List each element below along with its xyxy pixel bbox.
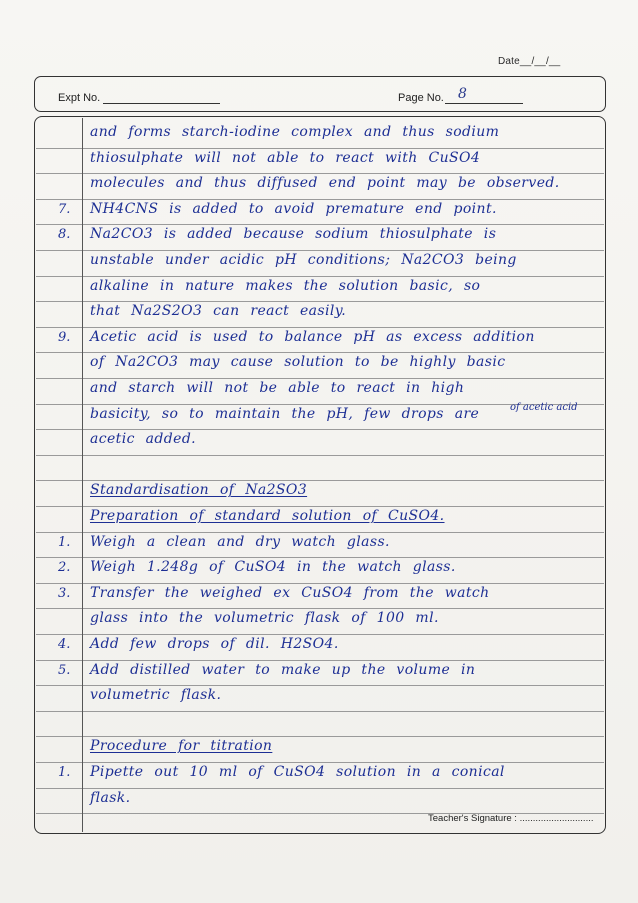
rule-line [36,660,604,661]
rule-line [36,557,604,558]
note-line: of Na2CO3 may cause solution to be highly basic [90,354,506,371]
note-line: molecules and thus diffused end point may be observed. [90,175,560,192]
note-line: flask. [90,789,131,806]
page-no-underline [445,103,523,104]
note-line: Procedure for titration [90,738,273,755]
rule-line [36,276,604,277]
note-line: NH4CNS is added to avoid premature end point. [90,200,497,217]
note-line: Acetic acid is used to balance pH as excess addition [90,328,535,345]
note-line: alkaline in nature makes the solution basic, so [90,277,481,294]
page-no-label: Page No. [398,92,444,104]
rule-line [36,608,604,609]
expt-no-underline [103,103,220,104]
note-line: volumetric flask. [90,687,222,704]
step-number: 4. [58,637,71,652]
teacher-signature-field: Teacher's Signature : ............................ [428,813,594,824]
rule-line [36,634,604,635]
rule-line [36,736,604,737]
date-field: Date__/__/__ [498,56,561,67]
rule-line [36,583,604,584]
note-line: Weigh 1.248g of CuSO4 in the watch glass. [90,559,456,576]
rule-line [36,762,604,763]
note-line: Standardisation of Na2SO3 [90,482,308,499]
note-line: acetic added. [90,431,197,448]
step-number: 1. [58,534,71,550]
note-line: unstable under acidic pH conditions; Na2CO3 being [90,252,517,268]
rule-line [36,506,604,507]
note-line: Weigh a clean and dry watch glass. [90,533,390,550]
rule-line [36,173,604,174]
step-number: 8. [58,227,71,243]
note-line: and forms starch-iodine complex and thus sodium [90,124,500,140]
note-line: basicity, so to maintain the pH, few drops are [90,405,480,422]
step-number: 5. [58,662,71,678]
note-line: Na2CO3 is added because sodium thiosulphate is [90,226,497,243]
rule-line [36,352,604,353]
rule-line [36,148,604,149]
note-line: thiosulphate will not able to react with CuSO4 [90,149,481,166]
step-number: 1. [58,765,71,780]
step-number: 3. [58,585,71,601]
note-line: glass into the volumetric flask of 100 ml. [90,610,439,627]
rule-line [36,378,604,379]
rule-line [36,455,604,456]
rule-line [36,685,604,686]
rule-line [36,532,604,533]
rule-line [36,711,604,712]
rule-line [36,250,604,251]
note-line: and starch will not be able to react in high [90,380,465,396]
margin-annotation: of acetic acid [510,402,578,413]
margin-line [82,118,83,832]
step-number: 2. [58,560,71,576]
step-number: 7. [58,201,71,217]
note-line: Add distilled water to make up the volume in [90,661,476,678]
rule-line [36,327,604,328]
note-line: Transfer the weighed ex CuSO4 from the watch [90,584,490,601]
header-box [34,76,606,112]
note-line: Add few drops of dil. H2SO4. [90,636,339,652]
rule-line [36,224,604,225]
rule-line [36,301,604,302]
expt-no-label: Expt No. [58,92,101,104]
step-number: 9. [58,329,71,345]
note-line: Preparation of standard solution of CuSO4. [90,508,445,524]
rule-line [36,788,604,789]
note-line: that Na2S2O3 can react easily. [90,303,347,320]
note-line: Pipette out 10 ml of CuSO4 solution in a conical [90,764,505,780]
page-number: 8 [458,86,467,102]
rule-line [36,480,604,481]
rule-line [36,199,604,200]
rule-line [36,429,604,430]
